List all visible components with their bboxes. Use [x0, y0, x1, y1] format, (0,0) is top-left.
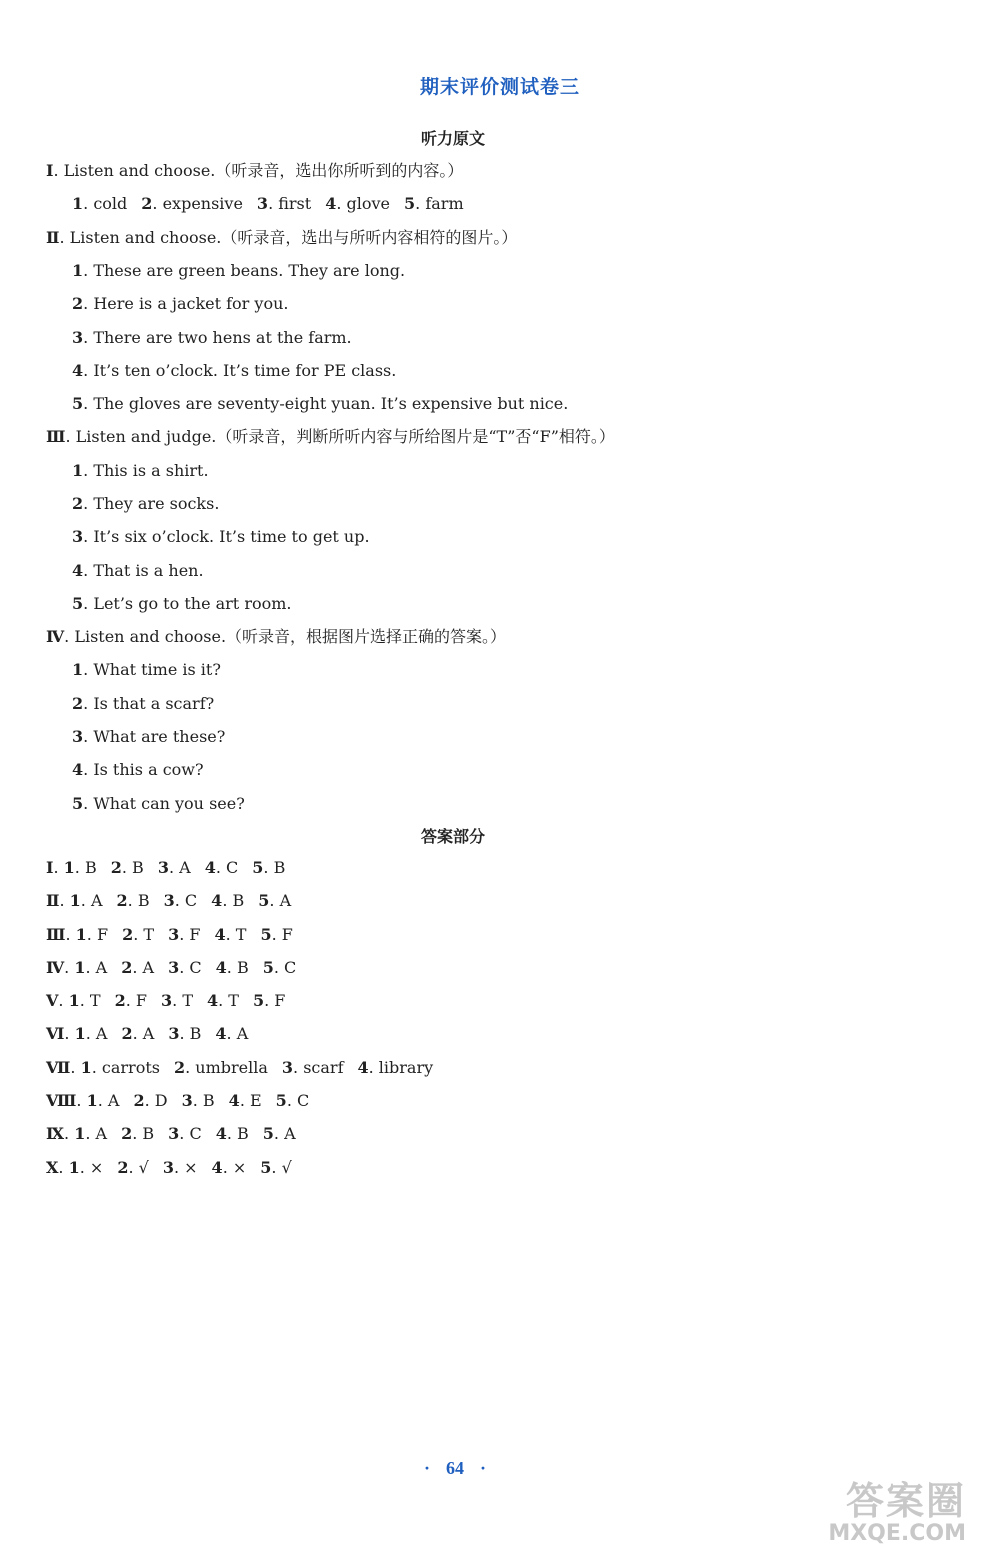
answer-row: Ⅷ. 1. A 2. D 3. B 4. E 5. C [46, 1091, 310, 1110]
item-text: This is a shirt. [93, 461, 209, 480]
section-instruction [46, 626, 506, 648]
answer-value: T [143, 925, 155, 944]
item-text: Is that a scarf? [93, 694, 215, 713]
item-text: There are two hens at the farm. [93, 328, 352, 347]
answer-number: 1 [80, 1058, 92, 1077]
answer-number: 3 [181, 1091, 193, 1110]
section-numeral: Ⅳ [46, 627, 65, 646]
answer-value: T [235, 925, 247, 944]
answer-value: F [274, 991, 286, 1010]
answer-number: 2 [117, 1158, 129, 1177]
answer-value: B [137, 891, 150, 910]
item-number: 5 [72, 594, 84, 613]
answer-value: C [189, 958, 202, 977]
watermark-logo [756, 1470, 966, 1546]
answer-number: 5 [258, 891, 270, 910]
answer-value: B [236, 958, 249, 977]
listening-header: 听力原文 [420, 129, 485, 148]
answer-value: A [142, 1024, 155, 1043]
answer-number: 5 [260, 1158, 272, 1177]
answer-value: A [95, 1024, 108, 1043]
answer-row: Ⅲ. 1. F 2. T 3. F 4. T 5. F [46, 925, 293, 944]
item-number: 4 [72, 361, 84, 380]
page-number: 64 [446, 1458, 464, 1478]
item-number: 1 [72, 194, 84, 213]
answer-value: F [189, 925, 201, 944]
answer-value: B [189, 1024, 202, 1043]
answer-value: A [95, 958, 108, 977]
answer-value: C [226, 858, 239, 877]
answer-value: A [142, 958, 155, 977]
answer-value: × [232, 1158, 247, 1177]
answer-number: 1 [69, 891, 81, 910]
answer-value: × [89, 1158, 104, 1177]
watermark-bottom: MXQE.COM [828, 1521, 966, 1546]
answer-number: 2 [122, 925, 134, 944]
answer-number: 1 [74, 1124, 86, 1143]
answer-number: 4 [215, 1124, 227, 1143]
instruction-text: . Listen and judge.（听录音，判断所听内容与所给图片是“T”否“F”相符。） [65, 427, 615, 446]
answer-number: 3 [168, 1024, 180, 1043]
answer-number: 3 [168, 925, 180, 944]
script-line: 4. It’s ten o’clock. It’s time for PE class. [72, 361, 397, 380]
answer-value: carrots [101, 1058, 160, 1077]
item-text: cold [93, 194, 128, 213]
item-text: farm [425, 194, 464, 213]
answer-number: 4 [211, 1158, 223, 1177]
section-numeral: Ⅰ [46, 161, 54, 180]
answer-value: √ [138, 1158, 149, 1177]
item-text: It’s six o’clock. It’s time to get up. [93, 527, 370, 546]
answer-number: 5 [262, 958, 274, 977]
answer-number: 2 [173, 1058, 186, 1077]
item-text: What can you see? [93, 794, 245, 813]
answer-number: 3 [168, 1124, 180, 1143]
answer-row: Ⅸ. 1. A 2. B 3. C 4. B 5. A [46, 1124, 296, 1143]
item-text: first [278, 194, 312, 213]
item-text: They are socks. [93, 494, 220, 513]
answer-number: 5 [275, 1091, 287, 1110]
answer-numeral: Ⅱ [46, 891, 60, 910]
watermark-top: 答案圈 [845, 1479, 966, 1523]
item-number: 3 [72, 527, 84, 546]
answer-number: 4 [211, 891, 223, 910]
answer-value: library [378, 1058, 434, 1077]
answer-value: B [232, 891, 245, 910]
answer-value: A [284, 1124, 296, 1143]
item-text: The gloves are seventy-eight yuan. It’s expensive but nice. [93, 394, 569, 413]
item-number: 2 [72, 694, 84, 713]
answer-value: × [184, 1158, 198, 1177]
answer-number: 4 [215, 1024, 227, 1043]
instruction-text: . Listen and choose.（听录音，选出你所听到的内容。） [53, 161, 464, 180]
item-number: 3 [72, 727, 84, 746]
answer-value: C [189, 1124, 202, 1143]
script-line: 4. That is a hen. [72, 561, 204, 580]
answer-value: D [154, 1091, 168, 1110]
item-text: Here is a jacket for you. [93, 294, 289, 313]
answer-number: 3 [157, 858, 169, 877]
answer-number: 2 [114, 991, 126, 1010]
answer-number: 3 [162, 1158, 174, 1177]
answer-number: 2 [121, 958, 133, 977]
answer-numeral: Ⅰ [46, 858, 54, 877]
script-line: 2. Is that a scarf? [72, 694, 215, 713]
item-number: 1 [72, 660, 84, 679]
script-line: 4. Is this a cow? [72, 760, 204, 779]
answer-number: 4 [215, 958, 227, 977]
script-line: 2. They are socks. [72, 494, 220, 513]
item-text: Is this a cow? [93, 760, 204, 779]
item-number: 4 [72, 760, 84, 779]
answer-value: B [84, 858, 97, 877]
answer-value: B [132, 858, 144, 877]
script-line: 3. What are these? [72, 727, 226, 746]
answer-value: scarf [303, 1058, 344, 1077]
answer-value: C [296, 1091, 310, 1110]
answer-value: B [237, 1124, 249, 1143]
answer-row: Ⅴ. 1. T 2. F 3. T 4. T 5. F [46, 991, 286, 1010]
answer-value: F [96, 925, 109, 944]
footer-dot-left: · [423, 1458, 430, 1478]
answer-value: T [89, 991, 101, 1010]
item-text: These are green beans. They are long. [93, 261, 406, 280]
answer-number: 2 [133, 1091, 145, 1110]
answer-value: F [281, 925, 293, 944]
section-instruction [46, 426, 615, 448]
answer-number: 1 [63, 858, 75, 877]
word-list-row: 1. cold 2. expensive 3. first 4. glove 5. farm [72, 194, 464, 213]
item-number: 4 [325, 194, 337, 213]
answer-number: 3 [163, 891, 175, 910]
item-text: glove [346, 194, 391, 213]
answer-row: Ⅳ. 1. A 2. A 3. C 4. B 5. C [46, 958, 297, 977]
answer-numeral: Ⅸ [46, 1124, 65, 1143]
item-number: 2 [72, 294, 84, 313]
answer-number: 4 [357, 1058, 369, 1077]
answer-row: Ⅱ. 1. A 2. B 3. C 4. B 5. A [46, 891, 292, 910]
answer-value: A [179, 858, 191, 877]
answer-value: T [228, 991, 239, 1010]
answer-number: 1 [74, 1024, 86, 1043]
answer-value: C [184, 891, 198, 910]
answer-row: Ⅰ. 1. B 2. B 3. A 4. C 5. B [46, 858, 286, 877]
answer-number: 4 [204, 858, 216, 877]
answer-row: Ⅵ. 1. A 2. A 3. B 4. A [46, 1024, 249, 1043]
item-number: 5 [72, 394, 84, 413]
answer-number: 5 [262, 1124, 274, 1143]
answer-number: 3 [168, 958, 180, 977]
answer-value: A [107, 1091, 120, 1110]
answer-value: √ [281, 1158, 292, 1177]
section-instruction [46, 160, 463, 182]
script-line: 3. It’s six o’clock. It’s time to get up. [72, 527, 370, 546]
item-number: 1 [72, 461, 84, 480]
answer-number: 4 [214, 925, 226, 944]
item-text: That is a hen. [93, 561, 204, 580]
answer-numeral: Ⅶ [46, 1058, 71, 1077]
section-numeral: Ⅲ [46, 427, 66, 446]
answer-row: Ⅹ. 1. × 2. √ 3. × 4. × 5. √ [46, 1158, 292, 1177]
answer-numeral: Ⅹ [46, 1158, 59, 1177]
answer-value: umbrella [195, 1058, 268, 1077]
item-number: 5 [72, 794, 84, 813]
answer-value: B [202, 1091, 215, 1110]
item-number: 2 [141, 194, 153, 213]
answer-numeral: Ⅳ [46, 958, 65, 977]
script-line: 2. Here is a jacket for you. [72, 294, 289, 313]
answer-number: 2 [110, 858, 122, 877]
script-line: 5. Let’s go to the art room. [72, 594, 292, 613]
script-line: 3. There are two hens at the farm. [72, 328, 352, 347]
script-line: 1. This is a shirt. [72, 461, 209, 480]
answer-value: A [279, 891, 292, 910]
answer-number: 1 [74, 958, 86, 977]
answer-number: 2 [121, 1024, 133, 1043]
answer-value: C [284, 958, 297, 977]
item-text: What are these? [93, 727, 226, 746]
answer-number: 1 [75, 925, 87, 944]
script-line: 5. The gloves are seventy-eight yuan. It’s expensive but nice. [72, 394, 569, 413]
section-numeral: Ⅱ [46, 228, 60, 247]
answer-number: 5 [252, 858, 264, 877]
answer-value: A [236, 1024, 249, 1043]
answer-number: 5 [260, 925, 272, 944]
answer-value: A [95, 1124, 108, 1143]
item-number: 1 [72, 261, 84, 280]
item-text: expensive [162, 194, 243, 213]
answer-number: 3 [161, 991, 173, 1010]
answer-number: 4 [206, 991, 219, 1010]
answer-value: B [142, 1124, 155, 1143]
answer-numeral: Ⅷ [46, 1091, 77, 1110]
page-title: 期末评价测试卷三 [419, 76, 580, 98]
answers-header: 答案部分 [420, 827, 485, 846]
answer-number: 4 [228, 1091, 240, 1110]
answer-numeral: Ⅴ [46, 991, 59, 1010]
item-number: 3 [72, 328, 84, 347]
item-number: 5 [404, 194, 416, 213]
item-number: 4 [72, 561, 84, 580]
answer-value: E [249, 1091, 262, 1110]
script-line: 5. What can you see? [72, 794, 245, 813]
answer-row: Ⅶ. 1. carrots 2. umbrella 3. scarf 4. library [46, 1058, 434, 1077]
answer-numeral: Ⅲ [46, 925, 66, 944]
answer-number: 1 [86, 1091, 98, 1110]
section-instruction [46, 227, 517, 249]
answer-value: B [273, 858, 286, 877]
item-text: What time is it? [93, 660, 221, 679]
item-text: It’s ten o’clock. It’s time for PE class. [93, 361, 397, 380]
footer-dot-right: · [480, 1458, 487, 1478]
answer-value: A [90, 891, 103, 910]
answer-number: 1 [68, 1158, 80, 1177]
script-line: 1. These are green beans. They are long. [72, 261, 406, 280]
item-number: 2 [72, 494, 84, 513]
item-text: Let’s go to the art room. [93, 594, 292, 613]
script-line: 1. What time is it? [72, 660, 221, 679]
answer-number: 2 [116, 891, 128, 910]
answer-number: 5 [252, 991, 265, 1010]
answer-numeral: Ⅵ [46, 1024, 65, 1043]
answer-number: 3 [281, 1058, 294, 1077]
answer-number: 2 [121, 1124, 133, 1143]
instruction-text: . Listen and choose.（听录音，根据图片选择正确的答案。） [64, 627, 507, 646]
item-number: 3 [256, 194, 269, 213]
answer-value: T [182, 991, 193, 1010]
instruction-text: . Listen and choose.（听录音，选出与所听内容相符的图片。） [59, 228, 518, 247]
answer-number: 1 [68, 991, 80, 1010]
answer-value: F [135, 991, 147, 1010]
